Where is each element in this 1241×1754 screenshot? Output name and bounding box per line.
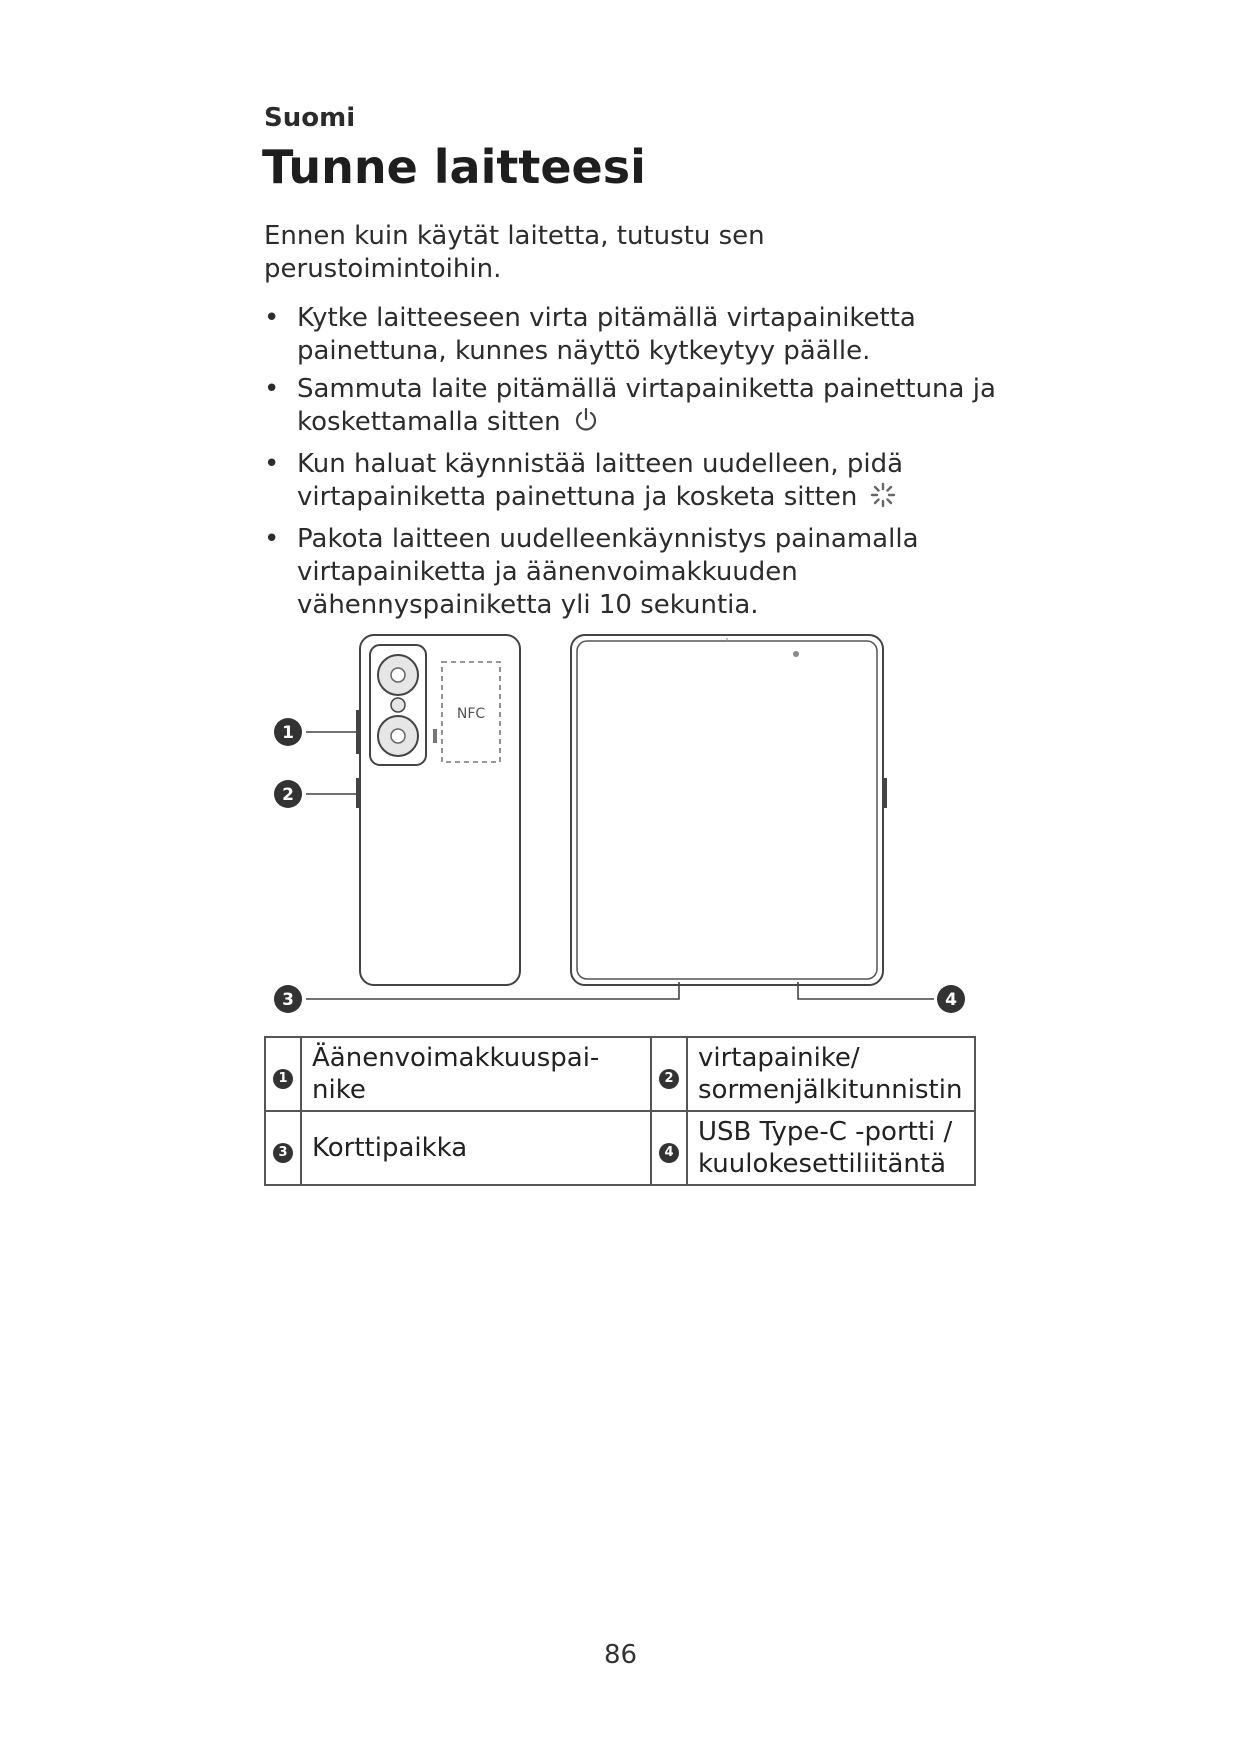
callout-1 bbox=[274, 718, 302, 746]
callout-4 bbox=[937, 985, 965, 1013]
page-number: 86 bbox=[603, 1640, 638, 1670]
callout-3 bbox=[274, 985, 302, 1013]
list-item bbox=[264, 302, 1004, 368]
bullet-dot: • bbox=[264, 524, 280, 554]
table-row bbox=[265, 1111, 975, 1185]
phone-front-illustration bbox=[571, 635, 887, 985]
restart-icon bbox=[869, 481, 897, 518]
callout-2 bbox=[274, 780, 302, 808]
list-item bbox=[264, 373, 1004, 443]
table-cell-label: virtapainike/ sormenjälkitunnistin bbox=[687, 1037, 975, 1111]
device-diagram bbox=[258, 628, 988, 1028]
table-cell-label: Korttipaikka bbox=[301, 1111, 651, 1185]
svg-text:4: 4 bbox=[945, 990, 957, 1010]
bullet-dot: • bbox=[264, 303, 280, 333]
bullet-dot: • bbox=[264, 374, 280, 404]
intro-paragraph: Ennen kuin käytät laitetta, tutustu sen perustoimintoihin. bbox=[264, 221, 765, 284]
bullet-dot: • bbox=[264, 449, 280, 479]
svg-text:3: 3 bbox=[282, 990, 294, 1010]
list-item-text: Kun haluat käynnistää laitteen uudelleen, pidä virtapainiketta painettuna ja kosketa sitten bbox=[297, 449, 904, 512]
page-title: Tunne laitteesi bbox=[262, 140, 646, 194]
table-row bbox=[265, 1037, 975, 1111]
power-icon bbox=[572, 406, 600, 443]
table-cell-label: Äänenvoimakkuuspai- nike bbox=[301, 1037, 651, 1111]
list-item bbox=[264, 448, 1004, 518]
parts-table bbox=[264, 1036, 976, 1186]
instruction-list bbox=[264, 302, 1004, 627]
list-item-text: Sammuta laite pitämällä virtapainiketta painettuna ja koskettamalla sitten bbox=[297, 374, 996, 437]
table-cell-number: 4 bbox=[651, 1111, 687, 1185]
list-item-text: Pakota laitteen uudelleenkäynnistys painamalla virtapainiketta ja äänenvoimakkuuden vähennyspainiketta yli 10 sekuntia. bbox=[297, 524, 919, 620]
nfc-label: NFC bbox=[456, 706, 486, 722]
table-cell-number: 1 bbox=[265, 1037, 301, 1111]
svg-text:1: 1 bbox=[282, 723, 294, 743]
phone-back-illustration bbox=[356, 635, 520, 985]
svg-text:2: 2 bbox=[282, 785, 294, 805]
table-cell-number: 3 bbox=[265, 1111, 301, 1185]
table-cell-number: 2 bbox=[651, 1037, 687, 1111]
table-cell-label: USB Type-C -portti / kuulokesettiliitäntä bbox=[687, 1111, 975, 1185]
language-label: Suomi bbox=[264, 103, 356, 133]
list-item-text: Kytke laitteeseen virta pitämällä virtapainiketta painettuna, kunnes näyttö kytkeytyy päälle. bbox=[297, 303, 916, 366]
list-item bbox=[264, 523, 1004, 622]
